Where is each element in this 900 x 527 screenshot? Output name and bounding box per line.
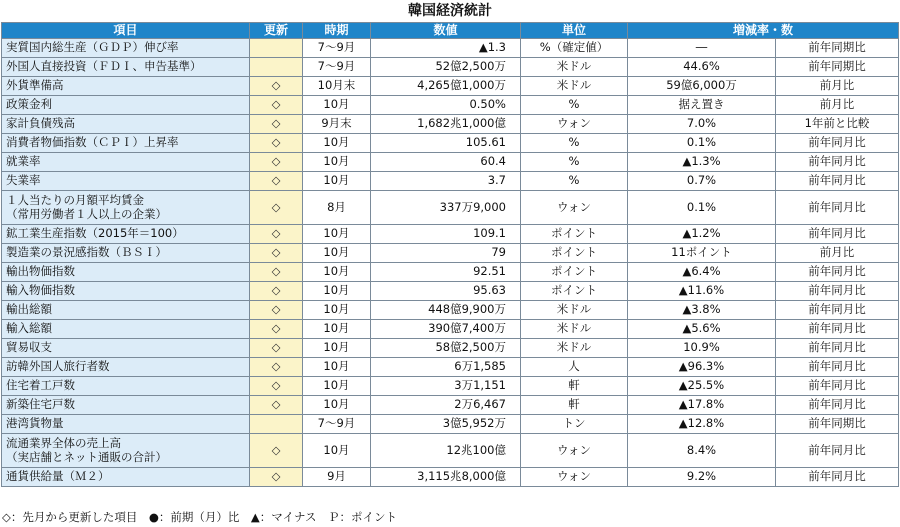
cell-item: 消費者物価指数（ＣＰＩ）上昇率 [2, 134, 250, 153]
cell-value: 109.1 [371, 225, 521, 244]
cell-change: 据え置き [628, 96, 776, 115]
cell-updated [250, 58, 303, 77]
table-row [2, 244, 899, 263]
table-row [2, 358, 899, 377]
cell-updated: ◇ [250, 282, 303, 301]
cell-item: 輸入物価指数 [2, 282, 250, 301]
table-row [2, 225, 899, 244]
cell-value: 0.50% [371, 96, 521, 115]
cell-change: ― [628, 39, 776, 58]
cell-item: 輸出総額 [2, 301, 250, 320]
cell-change: 8.4% [628, 434, 776, 468]
cell-change: 44.6% [628, 58, 776, 77]
cell-value: 6万1,585 [371, 358, 521, 377]
cell-comparison: 前年同期比 [776, 39, 899, 58]
cell-change: ▲3.8% [628, 301, 776, 320]
cell-comparison: 前月比 [776, 244, 899, 263]
cell-updated: ◇ [250, 339, 303, 358]
cell-value: 12兆100億 [371, 434, 521, 468]
cell-period: 10月 [303, 153, 371, 172]
cell-unit: 米ドル [521, 320, 628, 339]
cell-item: 製造業の景況感指数（ＢＳＩ） [2, 244, 250, 263]
cell-unit: ウォン [521, 468, 628, 487]
cell-period: 9月末 [303, 115, 371, 134]
cell-item: 訪韓外国人旅行者数 [2, 358, 250, 377]
cell-item: 就業率 [2, 153, 250, 172]
cell-change: 0.7% [628, 172, 776, 191]
cell-change: 59億6,000万 [628, 77, 776, 96]
cell-updated: ◇ [250, 377, 303, 396]
cell-unit: 軒 [521, 377, 628, 396]
cell-value: 3.7 [371, 172, 521, 191]
cell-comparison: 前年同月比 [776, 225, 899, 244]
cell-unit: % [521, 96, 628, 115]
cell-unit: ウォン [521, 434, 628, 468]
cell-updated: ◇ [250, 96, 303, 115]
cell-item: 貿易収支 [2, 339, 250, 358]
table-row [2, 339, 899, 358]
cell-comparison: 前月比 [776, 77, 899, 96]
table-row [2, 153, 899, 172]
cell-item: 新築住宅戸数 [2, 396, 250, 415]
cell-item: 外貨準備高 [2, 77, 250, 96]
cell-period: 10月 [303, 225, 371, 244]
cell-comparison: 前年同月比 [776, 134, 899, 153]
table-row [2, 39, 899, 58]
cell-unit: 米ドル [521, 339, 628, 358]
cell-value: 52億2,500万 [371, 58, 521, 77]
cell-updated: ◇ [250, 115, 303, 134]
cell-value: 60.4 [371, 153, 521, 172]
cell-unit: トン [521, 415, 628, 434]
cell-period: 10月 [303, 96, 371, 115]
cell-change: ▲5.6% [628, 320, 776, 339]
cell-period: 10月 [303, 320, 371, 339]
table-row [2, 96, 899, 115]
table-title: 韓国経済統計 [408, 3, 492, 19]
cell-comparison: 前年同月比 [776, 468, 899, 487]
cell-period: 10月 [303, 301, 371, 320]
cell-change: ▲17.8% [628, 396, 776, 415]
cell-unit: 米ドル [521, 77, 628, 96]
cell-comparison: 前年同月比 [776, 172, 899, 191]
cell-value: 3,115兆8,000億 [371, 468, 521, 487]
table-row [2, 282, 899, 301]
cell-period: 7～9月 [303, 58, 371, 77]
economic-statistics-table [1, 22, 899, 487]
table-row [2, 434, 899, 468]
header-item: 項目 [2, 23, 250, 39]
cell-period: 10月 [303, 434, 371, 468]
cell-change: 9.2% [628, 468, 776, 487]
cell-change: ▲96.3% [628, 358, 776, 377]
cell-comparison: 前年同月比 [776, 301, 899, 320]
table-row [2, 468, 899, 487]
table-row [2, 77, 899, 96]
cell-change: 0.1% [628, 134, 776, 153]
cell-item: 鉱工業生産指数（2015年＝100） [2, 225, 250, 244]
cell-period: 9月 [303, 468, 371, 487]
cell-change: 11ポイント [628, 244, 776, 263]
cell-updated: ◇ [250, 153, 303, 172]
cell-unit: ポイント [521, 282, 628, 301]
cell-period: 7～9月 [303, 415, 371, 434]
cell-period: 10月 [303, 282, 371, 301]
cell-unit: 軒 [521, 396, 628, 415]
cell-change: ▲11.6% [628, 282, 776, 301]
cell-comparison: 前年同月比 [776, 191, 899, 225]
cell-period: 8月 [303, 191, 371, 225]
cell-item: 輸入総額 [2, 320, 250, 339]
cell-item: 実質国内総生産（ＧＤＰ）伸び率 [2, 39, 250, 58]
cell-value: 92.51 [371, 263, 521, 282]
cell-change: 7.0% [628, 115, 776, 134]
cell-change: ▲12.8% [628, 415, 776, 434]
cell-updated: ◇ [250, 77, 303, 96]
cell-change: ▲25.5% [628, 377, 776, 396]
cell-change: ▲1.2% [628, 225, 776, 244]
cell-updated: ◇ [250, 263, 303, 282]
table-row [2, 172, 899, 191]
cell-period: 7～9月 [303, 39, 371, 58]
cell-updated: ◇ [250, 358, 303, 377]
cell-updated: ◇ [250, 434, 303, 468]
cell-unit: 米ドル [521, 58, 628, 77]
cell-unit: ポイント [521, 244, 628, 263]
cell-value: 390億7,400万 [371, 320, 521, 339]
header-value: 数値 [371, 23, 521, 39]
cell-comparison: 前年同月比 [776, 282, 899, 301]
cell-comparison: 前年同月比 [776, 358, 899, 377]
cell-change: ▲1.3% [628, 153, 776, 172]
cell-period: 10月 [303, 263, 371, 282]
cell-value: 4,265億1,000万 [371, 77, 521, 96]
cell-item: 輸出物価指数 [2, 263, 250, 282]
cell-period: 10月 [303, 396, 371, 415]
cell-comparison: 前年同月比 [776, 339, 899, 358]
cell-value: 2万6,467 [371, 396, 521, 415]
cell-item: 通貨供給量（Ｍ２） [2, 468, 250, 487]
cell-unit: % [521, 153, 628, 172]
cell-unit: 米ドル [521, 301, 628, 320]
cell-updated: ◇ [250, 191, 303, 225]
cell-value: 337万9,000 [371, 191, 521, 225]
cell-unit: %（確定値） [521, 39, 628, 58]
cell-comparison: 1年前と比較 [776, 115, 899, 134]
cell-updated: ◇ [250, 134, 303, 153]
table-row [2, 134, 899, 153]
cell-comparison: 前年同月比 [776, 153, 899, 172]
cell-item: 政策金利 [2, 96, 250, 115]
table-row [2, 415, 899, 434]
cell-item: 家計負債残高 [2, 115, 250, 134]
cell-updated: ◇ [250, 320, 303, 339]
cell-comparison: 前年同月比 [776, 263, 899, 282]
cell-comparison: 前年同月比 [776, 377, 899, 396]
header-change: 増減率・数 [628, 23, 899, 39]
cell-updated: ◇ [250, 244, 303, 263]
cell-unit: ポイント [521, 263, 628, 282]
table-row [2, 191, 899, 225]
table-row [2, 263, 899, 282]
table-row [2, 301, 899, 320]
cell-unit: ウォン [521, 115, 628, 134]
cell-period: 10月 [303, 244, 371, 263]
cell-item: 外国人直接投資（ＦＤＩ、申告基準） [2, 58, 250, 77]
table-row [2, 115, 899, 134]
cell-value: 58億2,500万 [371, 339, 521, 358]
header-period: 時期 [303, 23, 371, 39]
cell-period: 10月 [303, 134, 371, 153]
cell-period: 10月 [303, 358, 371, 377]
cell-comparison: 前年同月比 [776, 320, 899, 339]
cell-updated [250, 415, 303, 434]
cell-comparison: 前月比 [776, 96, 899, 115]
cell-item: １人当たりの月額平均賃金 （常用労働者１人以上の企業） [2, 191, 250, 225]
cell-unit: ウォン [521, 191, 628, 225]
cell-comparison: 前年同月比 [776, 434, 899, 468]
cell-value: ▲1.3 [371, 39, 521, 58]
cell-comparison: 前年同期比 [776, 415, 899, 434]
cell-value: 79 [371, 244, 521, 263]
footnote: ◇：先月から更新した項目 ●：前期（月）比 ▲：マイナス Ｐ：ポイント [2, 510, 398, 524]
cell-period: 10月末 [303, 77, 371, 96]
cell-period: 10月 [303, 339, 371, 358]
cell-updated: ◇ [250, 301, 303, 320]
cell-value: 105.61 [371, 134, 521, 153]
cell-unit: % [521, 134, 628, 153]
cell-comparison: 前年同期比 [776, 58, 899, 77]
cell-value: 3万1,151 [371, 377, 521, 396]
cell-updated: ◇ [250, 396, 303, 415]
table-row [2, 58, 899, 77]
cell-change: 0.1% [628, 191, 776, 225]
cell-item: 住宅着工戸数 [2, 377, 250, 396]
cell-change: ▲6.4% [628, 263, 776, 282]
table-row [2, 320, 899, 339]
cell-value: 448億9,900万 [371, 301, 521, 320]
cell-period: 10月 [303, 377, 371, 396]
table-row [2, 377, 899, 396]
cell-updated: ◇ [250, 468, 303, 487]
cell-value: 1,682兆1,000億 [371, 115, 521, 134]
cell-item: 港湾貨物量 [2, 415, 250, 434]
cell-item: 失業率 [2, 172, 250, 191]
table-row [2, 396, 899, 415]
cell-item: 流通業界全体の売上高 （実店舗とネット通販の合計） [2, 434, 250, 468]
cell-updated: ◇ [250, 172, 303, 191]
cell-updated: ◇ [250, 225, 303, 244]
cell-comparison: 前年同月比 [776, 396, 899, 415]
cell-unit: % [521, 172, 628, 191]
cell-period: 10月 [303, 172, 371, 191]
cell-value: 95.63 [371, 282, 521, 301]
cell-change: 10.9% [628, 339, 776, 358]
header-updated: 更新 [250, 23, 303, 39]
table-body [2, 39, 899, 487]
header-unit: 単位 [521, 23, 628, 39]
header-row [2, 23, 899, 39]
cell-updated [250, 39, 303, 58]
cell-unit: ポイント [521, 225, 628, 244]
cell-unit: 人 [521, 358, 628, 377]
cell-value: 3億5,952万 [371, 415, 521, 434]
